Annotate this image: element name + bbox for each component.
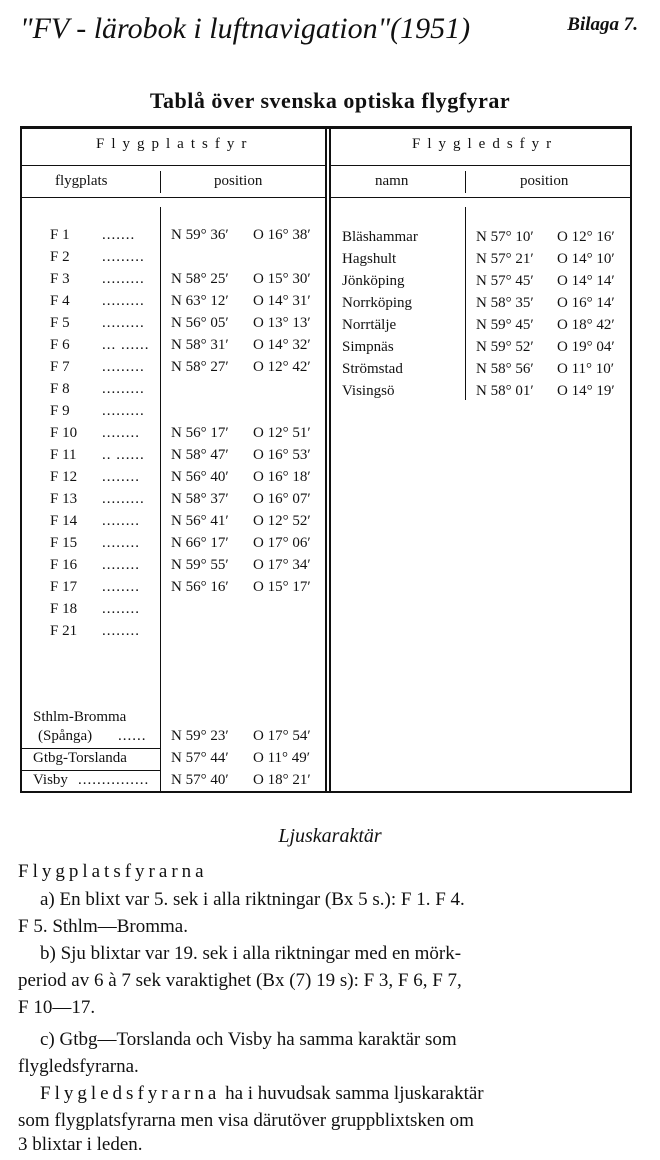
route-beacon-lat: N 59° 45′ [476,317,534,333]
para-b-line1: b) Sju blixtar var 19. sek i alla riktningar med en mörk- [40,943,462,964]
airfield-name: F 11 [50,447,77,463]
airfield-name: F 5 [50,315,70,331]
airfield-name: F 18 [50,601,78,617]
airfield-name: Sthlm-Bromma [33,709,127,725]
route-beacon-name: Norrköping [342,295,412,311]
airfield-lat: N 58° 31′ [171,337,229,353]
route-beacon-lat: N 57° 10′ [476,229,534,245]
column-divider-left [160,207,161,793]
para-b-line3: F 10—17. [18,997,96,1018]
airfield-lon: O 15° 30′ [253,271,311,287]
airfield-lon: O 16° 18′ [253,469,311,485]
dot-leader: ........ [102,623,140,639]
airfield-lat: N 56° 40′ [171,469,229,485]
airfield-name: F 16 [50,557,78,573]
route-beacon-lon: O 18° 42′ [557,317,615,333]
airfield-lon: O 17° 06′ [253,535,311,551]
para-b-line2: period av 6 à 7 sek varaktighet (Bx (7) 19 s): F 3, F 6, F 7, [18,970,462,991]
airfield-lat: N 56° 41′ [171,513,229,529]
para-c-line1: c) Gtbg—Torslanda och Visby ha samma karaktär som [40,1029,457,1050]
para-a-line1: a) En blixt var 5. sek i alla riktningar (Bx 5 s.): F 1. F 4. [40,889,465,910]
column-header-position-left: position [214,173,263,189]
route-beacon-name: Bläshammar [342,229,418,245]
route-beacon-lat: N 59° 52′ [476,339,534,355]
route-beacon-lon: O 14° 19′ [557,383,615,399]
airfield-lat: N 56° 05′ [171,315,229,331]
airfield-name: F 21 [50,623,78,639]
airfield-lat: N 58° 47′ [171,447,229,463]
airfield-lon: O 18° 21′ [253,772,311,788]
left-colhead-rule [22,197,325,198]
dot-leader: ........ [102,425,140,441]
airfield-lat: N 59° 36′ [171,227,229,243]
book-title: "FV - lärobok i luftnavigation"(1951) [20,12,471,45]
airfield-name: F 3 [50,271,70,287]
para-c-line2: flygledsfyrarna. [18,1056,139,1077]
colhead-divider-right [465,171,466,193]
airfield-name: F 8 [50,381,70,397]
route-beacon-lon: O 12° 16′ [557,229,615,245]
appendix-label: Bilaga 7. [567,14,638,35]
airfield-lon: O 16° 38′ [253,227,311,243]
route-beacon-lat: N 57° 21′ [476,251,534,267]
airfield-name: (Spånga) [38,728,93,744]
airfield-lat: N 58° 27′ [171,359,229,375]
group-header-airfield-beacon: Flygplatsfyr [96,136,254,152]
airfield-lon: O 14° 32′ [253,337,311,353]
table-center-rule-right [329,129,331,791]
dot-leader: .. ...... [102,447,145,463]
torslanda-row-rule [22,770,161,771]
colhead-divider-left [160,171,161,193]
dot-leader: ......... [102,491,145,507]
dot-leader: ......... [102,403,145,419]
para-a-line2: F 5. Sthlm—Bromma. [18,916,188,937]
route-beacon-lat: N 58° 01′ [476,383,534,399]
airfield-lat: N 57° 44′ [171,750,229,766]
airfield-lat: N 58° 25′ [171,271,229,287]
dot-leader: ......... [102,359,145,375]
airfield-lon: O 16° 53′ [253,447,311,463]
route-beacon-name: Hagshult [342,251,397,267]
right-header-rule [331,165,630,166]
airfield-lon: O 16° 07′ [253,491,311,507]
light-character-heading: Ljuskaraktär [278,825,382,847]
dot-leader: ......... [102,271,145,287]
airfield-name: F 14 [50,513,78,529]
dot-leader: ........ [102,557,140,573]
airfield-lon: O 12° 42′ [253,359,311,375]
airfield-lat: N 56° 17′ [171,425,229,441]
airfield-lat: N 63° 12′ [171,293,229,309]
dot-leader: ........ [102,535,140,551]
route-beacon-lat: N 58° 56′ [476,361,534,377]
right-colhead-rule [331,197,630,198]
dot-leader: ...... [118,728,147,744]
column-header-airfield: flygplats [55,173,108,189]
airfield-name: F 10 [50,425,78,441]
column-divider-right [465,207,466,400]
table-title: Tablå över svenska optiska flygfyrar [149,88,511,113]
route-beacon-name: Visingsö [342,383,395,399]
left-header-rule [22,165,325,166]
dot-leader: ....... [102,227,136,243]
airfield-lon: O 13° 13′ [253,315,311,331]
airfield-lat: N 59° 55′ [171,557,229,573]
airfield-name: F 13 [50,491,78,507]
airfield-name: F 7 [50,359,70,375]
dot-leader: ......... [102,381,145,397]
route-beacon-lon: O 19° 04′ [557,339,615,355]
airfield-name: Gtbg-Torslanda [33,750,127,766]
airfield-lon: O 12° 51′ [253,425,311,441]
route-beacon-name: Norrtälje [342,317,397,333]
column-header-name: namn [375,173,409,189]
airfield-lat: N 66° 17′ [171,535,229,551]
route-beacon-name: Simpnäs [342,339,394,355]
airfield-lat: N 56° 16′ [171,579,229,595]
para-route-line3: 3 blixtar i leden. [18,1134,143,1155]
route-beacon-lat: N 58° 35′ [476,295,534,311]
airfield-name: F 17 [50,579,78,595]
airfield-lon: O 11° 49′ [253,750,311,766]
airfield-lon: O 17° 34′ [253,557,311,573]
route-beacon-lon: O 11° 10′ [557,361,615,377]
airfield-lat: N 59° 23′ [171,728,229,744]
airfield-beacons-heading: Flygplatsfyrarna [18,861,208,882]
airfield-lon: O 14° 31′ [253,293,311,309]
airfield-name: F 4 [50,293,70,309]
bromma-row-rule [22,748,161,749]
dot-leader: ........ [102,601,140,617]
airfield-lat: N 58° 37′ [171,491,229,507]
dot-leader: ... ...... [102,337,150,353]
route-beacons-word: Flygledsfyrarna [40,1083,221,1104]
airfield-name: F 12 [50,469,78,485]
route-beacon-lon: O 16° 14′ [557,295,615,311]
para-route-line1 [40,1080,660,1107]
airfield-name: Visby [33,772,68,788]
dot-leader: ........ [102,513,140,529]
airfield-name: F 6 [50,337,70,353]
dot-leader: ......... [102,249,145,265]
airfield-name: F 15 [50,535,78,551]
airfield-name: F 9 [50,403,70,419]
dot-leader: ........ [102,579,140,595]
route-beacon-lon: O 14° 10′ [557,251,615,267]
airfield-lon: O 15° 17′ [253,579,311,595]
dot-leader: ......... [102,315,145,331]
airfield-name: F 1 [50,227,70,243]
airfield-name: F 2 [50,249,70,265]
para-route-line2: som flygplatsfyrarna men visa därutöver gruppblixtsken om [18,1110,474,1131]
route-beacon-lon: O 14° 14′ [557,273,615,289]
airfield-lon: O 17° 54′ [253,728,311,744]
route-beacon-name: Strömstad [342,361,403,377]
route-beacon-lat: N 57° 45′ [476,273,534,289]
route-beacons-rest: ha i huvudsak samma ljuskaraktär [225,1083,484,1104]
airfield-lon: O 12° 52′ [253,513,311,529]
table-center-rule-left [325,129,327,791]
dot-leader: ............... [78,772,150,788]
column-header-position-right: position [520,173,569,189]
dot-leader: ........ [102,469,140,485]
dot-leader: ......... [102,293,145,309]
airfield-lat: N 57° 40′ [171,772,229,788]
group-header-route-beacon: Flygledsfyr [412,136,559,152]
route-beacon-name: Jönköping [342,273,405,289]
